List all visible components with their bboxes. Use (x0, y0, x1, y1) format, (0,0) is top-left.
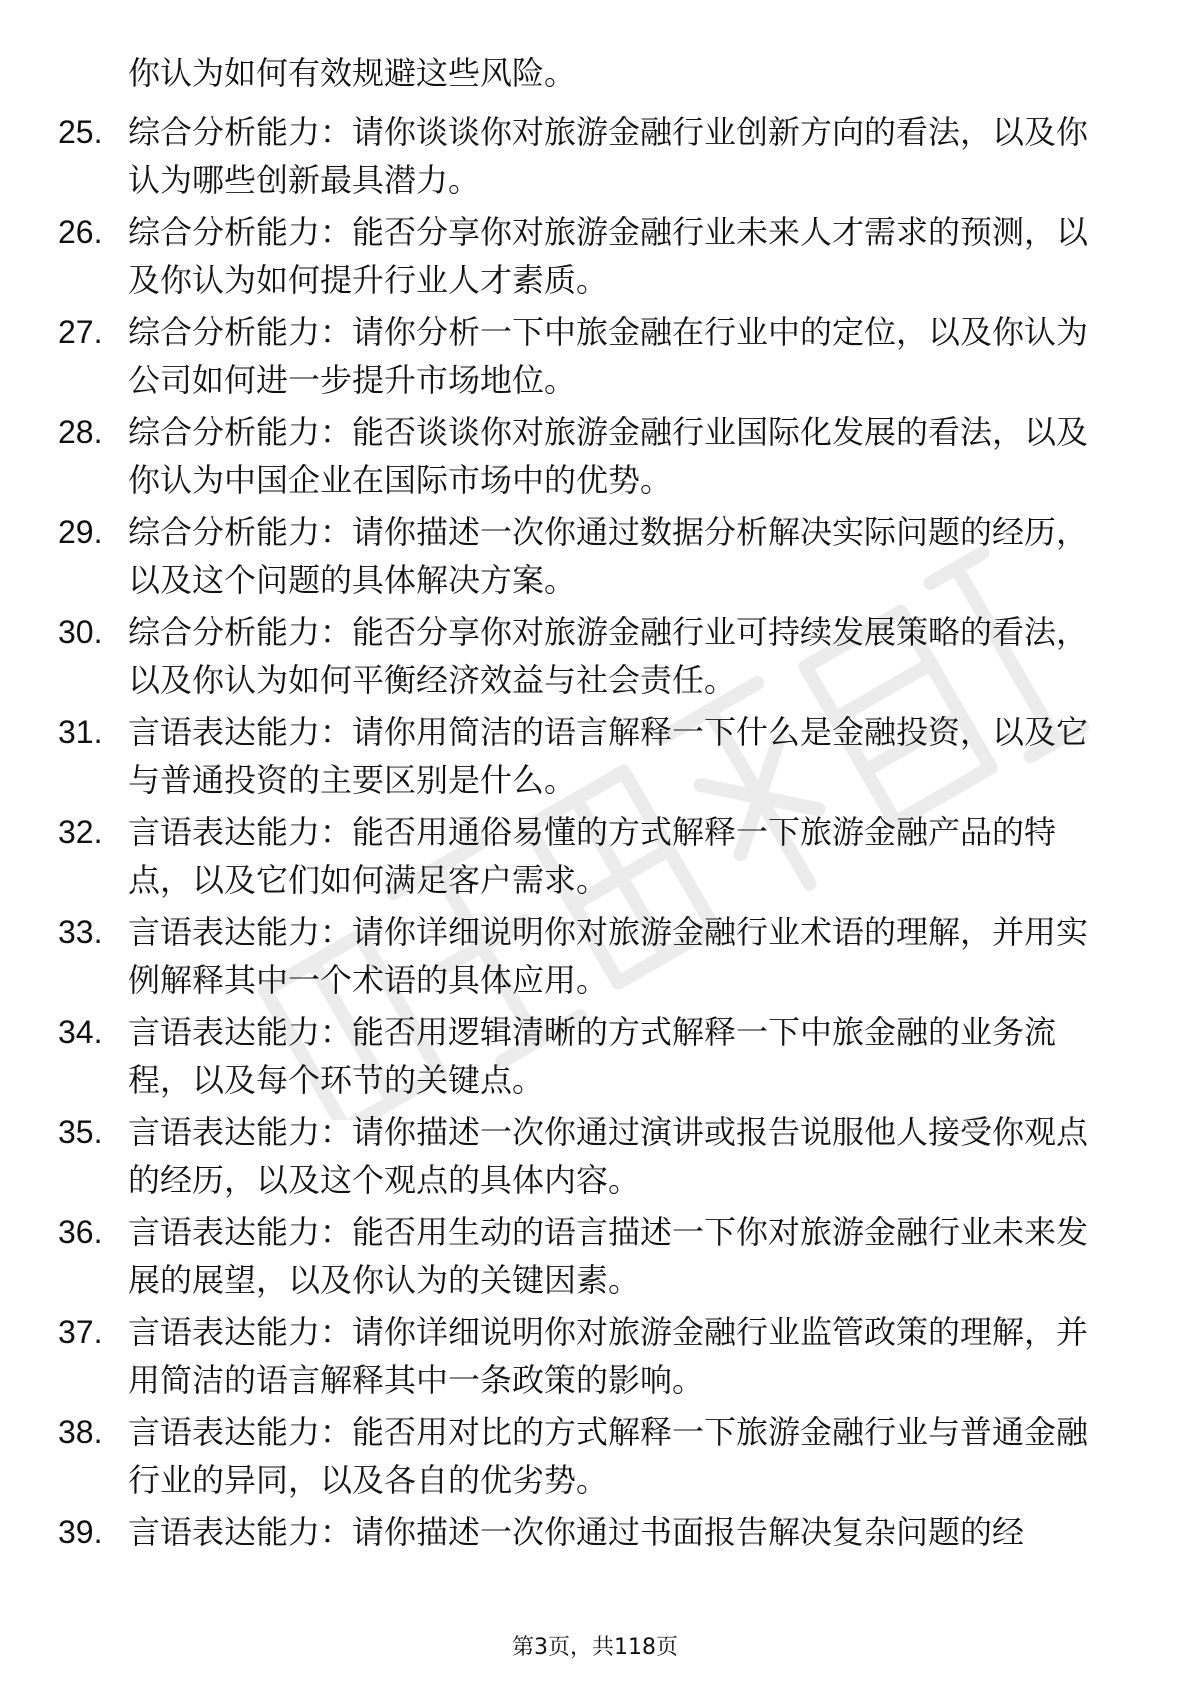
item-number: 27. (58, 314, 103, 350)
list-item (58, 708, 1118, 804)
list-item (58, 1308, 1118, 1404)
page-number: 第3页，共118页 (512, 1635, 678, 1660)
item-text: 综合分析能力：请你描述一次你通过数据分析解决实际问题的经历，以及这个问题的具体解决方案。 (128, 513, 1089, 599)
item-number: 38. (58, 1414, 103, 1450)
item-number: 30. (58, 614, 103, 650)
item-text: 言语表达能力：请你描述一次你通过演讲或报告说服他人接受你观点的经历，以及这个观点的具体内容。 (128, 1113, 1089, 1199)
list-item (58, 908, 1118, 1004)
list-item (58, 1408, 1118, 1504)
question-list (58, 50, 1118, 1560)
list-item (58, 1508, 1118, 1556)
item-number: 32. (58, 814, 103, 850)
item-text: 言语表达能力：能否用对比的方式解释一下旅游金融行业与普通金融行业的异同，以及各自的优劣势。 (128, 1413, 1089, 1499)
item-number: 36. (58, 1214, 103, 1250)
list-item (58, 508, 1118, 604)
item-text: 言语表达能力：能否用通俗易懂的方式解释一下旅游金融产品的特点，以及它们如何满足客户需求。 (128, 813, 1057, 899)
item-text: 综合分析能力：能否分享你对旅游金融行业可持续发展策略的看法，以及你认为如何平衡经济效益与社会责任。 (128, 613, 1089, 699)
item-number: 34. (58, 1014, 103, 1050)
item-number: 29. (58, 514, 103, 550)
list-item (58, 108, 1118, 204)
item-number: 25. (58, 114, 103, 150)
item-text: 综合分析能力：能否分享你对旅游金融行业未来人才需求的预测，以及你认为如何提升行业人才素质。 (128, 213, 1089, 299)
item-text: 综合分析能力：能否谈谈你对旅游金融行业国际化发展的看法，以及你认为中国企业在国际市场中的优势。 (128, 413, 1089, 499)
item-text: 言语表达能力：请你用简洁的语言解释一下什么是金融投资，以及它与普通投资的主要区别是什么。 (128, 713, 1089, 799)
list-item (58, 408, 1118, 504)
item-number: 31. (58, 714, 103, 750)
item-text: 综合分析能力：请你谈谈你对旅游金融行业创新方向的看法，以及你认为哪些创新最具潜力。 (128, 113, 1089, 199)
item-text: 综合分析能力：请你分析一下中旅金融在行业中的定位，以及你认为公司如何进一步提升市场地位。 (128, 313, 1089, 399)
item-number: 35. (58, 1114, 103, 1150)
item-number: 39. (58, 1514, 103, 1550)
item-text: 言语表达能力：能否用生动的语言描述一下你对旅游金融行业未来发展的展望，以及你认为的关键因素。 (128, 1213, 1089, 1299)
item-number: 33. (58, 914, 103, 950)
list-item (58, 208, 1118, 304)
list-item (58, 308, 1118, 404)
list-item (58, 1008, 1118, 1104)
list-item (58, 1108, 1118, 1204)
item-text: 言语表达能力：请你描述一次你通过书面报告解决复杂问题的经 (128, 1513, 1025, 1551)
item-number: 37. (58, 1314, 103, 1350)
list-item (58, 1208, 1118, 1304)
item-number: 28. (58, 414, 103, 450)
item-text: 言语表达能力：能否用逻辑清晰的方式解释一下中旅金融的业务流程，以及每个环节的关键点。 (128, 1013, 1057, 1099)
continuation-text: 你认为如何有效规避这些风险。 (128, 54, 577, 92)
list-item (58, 808, 1118, 904)
item-text: 言语表达能力：请你详细说明你对旅游金融行业监管政策的理解，并用简洁的语言解释其中一条政策的影响。 (128, 1313, 1089, 1399)
item-text: 言语表达能力：请你详细说明你对旅游金融行业术语的理解，并用实例解释其中一个术语的具体应用。 (128, 913, 1089, 999)
item-number: 26. (58, 214, 103, 250)
list-item (58, 608, 1118, 704)
